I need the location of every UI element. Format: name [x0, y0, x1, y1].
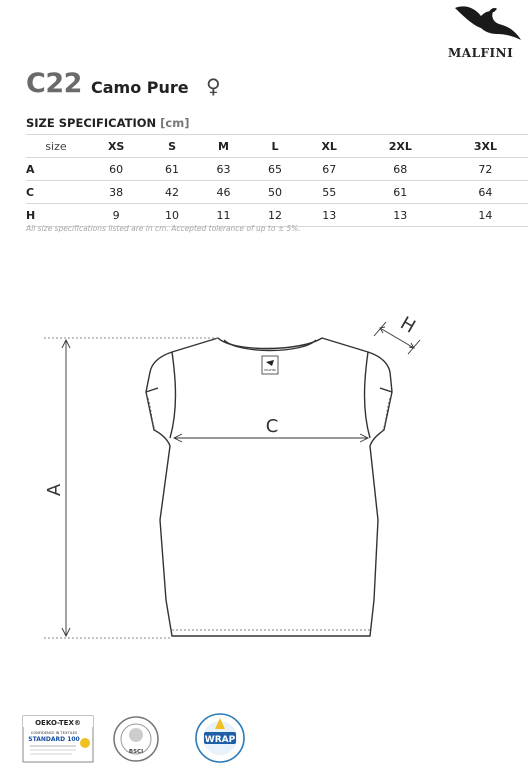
size-table: [26, 134, 528, 227]
table-cell: 72: [443, 158, 528, 181]
product-code: C22: [26, 68, 82, 99]
table-cell: 50: [249, 181, 300, 204]
bsci-logo: [112, 715, 160, 763]
table-cell: 67: [301, 158, 358, 181]
oeko-line2: STANDARD 100: [28, 736, 80, 743]
table-cell: 13: [301, 204, 358, 227]
tshirt-outline: [146, 338, 392, 636]
wrap-text: WRAP: [204, 735, 236, 745]
size-header-corner: size: [26, 135, 86, 158]
size-header: XL: [301, 135, 358, 158]
wrap-logo: [192, 712, 248, 764]
tolerance-note: All size specifications listed are in cm. Accepted tolerance of up to ± 5%.: [26, 224, 301, 233]
label-h: H: [396, 312, 419, 338]
row-label: C: [26, 181, 86, 204]
row-label: H: [26, 204, 86, 227]
spec-title: [26, 116, 189, 130]
table-cell: 60: [86, 158, 146, 181]
tshirt-diagram: [0, 300, 530, 660]
size-header: XS: [86, 135, 146, 158]
table-cell: 68: [358, 158, 443, 181]
spec-title-text: SIZE SPECIFICATION: [26, 116, 157, 130]
oeko-line1: CONFIDENCE IN TEXTILES: [30, 731, 78, 735]
table-cell: 12: [249, 204, 300, 227]
size-header: M: [198, 135, 249, 158]
table-cell: 55: [301, 181, 358, 204]
size-header-row: [26, 135, 528, 158]
table-cell: 10: [146, 204, 197, 227]
table-cell: 38: [86, 181, 146, 204]
row-label: A: [26, 158, 86, 181]
table-cell: 14: [443, 204, 528, 227]
table-cell: 9: [86, 204, 146, 227]
size-header: 2XL: [358, 135, 443, 158]
table-cell: 61: [358, 181, 443, 204]
table-cell: 13: [358, 204, 443, 227]
oeko-tex-logo: [22, 715, 94, 763]
label-c: C: [265, 416, 279, 437]
table-cell: 64: [443, 181, 528, 204]
table-cell: 42: [146, 181, 197, 204]
label-a: A: [44, 483, 65, 497]
bsci-text: BSCI: [128, 749, 144, 755]
brand-name: MALFINI: [448, 46, 514, 60]
table-cell: 46: [198, 181, 249, 204]
spec-unit: [cm]: [160, 116, 190, 130]
oeko-title: OEKO-TEX®: [35, 719, 81, 727]
table-row: [26, 181, 528, 204]
measure-a: [44, 338, 218, 638]
size-header: S: [146, 135, 197, 158]
table-cell: 11: [198, 204, 249, 227]
female-icon: ♀: [206, 74, 221, 98]
table-cell: 61: [146, 158, 197, 181]
product-name: Camo Pure: [91, 78, 189, 97]
table-cell: 65: [249, 158, 300, 181]
size-header: L: [249, 135, 300, 158]
neck-tag-text: MALFINI: [264, 368, 276, 372]
table-row: [26, 158, 528, 181]
size-header: 3XL: [443, 135, 528, 158]
table-cell: 63: [198, 158, 249, 181]
